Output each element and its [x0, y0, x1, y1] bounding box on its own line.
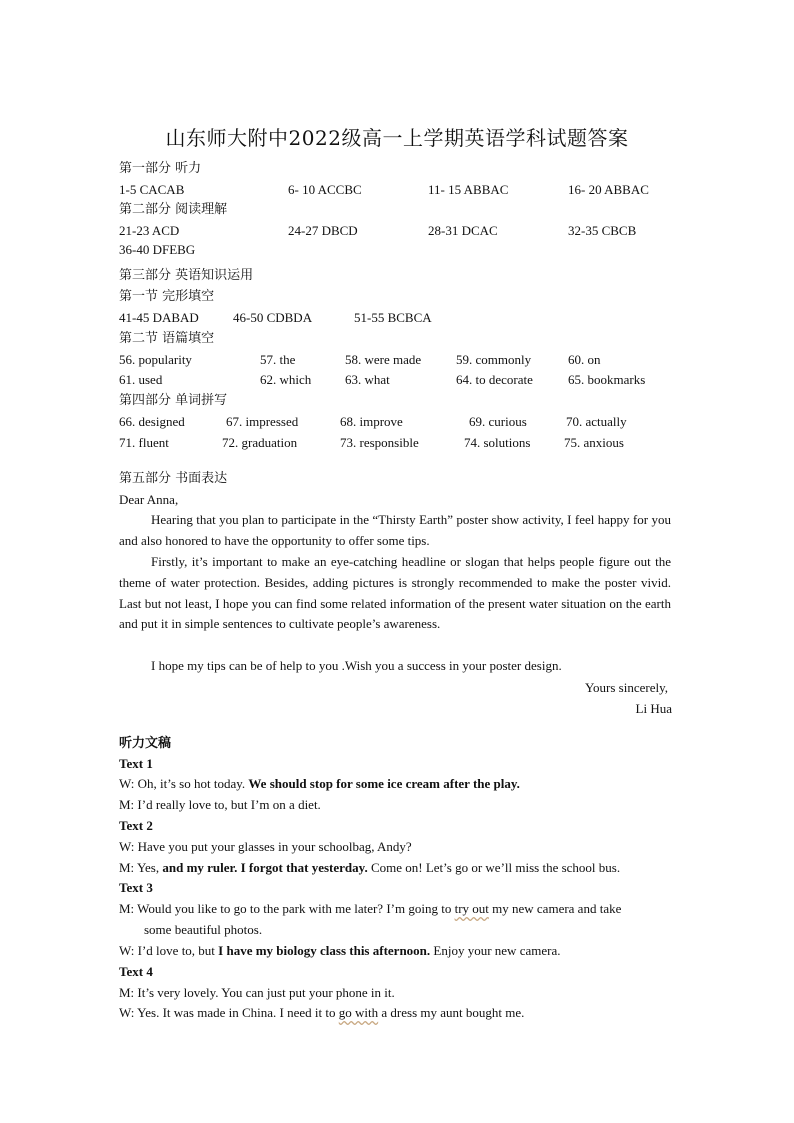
text-label: Text 4: [119, 964, 153, 979]
key-answer-text: We should stop for some ice cream after the play.: [248, 776, 520, 791]
answer-item: 65. bookmarks: [568, 372, 646, 387]
answer-item: 74. solutions: [464, 435, 531, 450]
answer-item: 71. fluent: [119, 435, 169, 450]
answer-item: 70. actually: [566, 414, 627, 429]
answer-range: 6- 10 ACCBC: [288, 182, 362, 197]
answer-item: 62. which: [260, 372, 312, 387]
answer-item: 67. impressed: [226, 414, 299, 429]
answer-item: 68. improve: [340, 414, 403, 429]
answer-item: 73. responsible: [340, 435, 419, 450]
answer-item: 56. popularity: [119, 352, 192, 367]
letter-paragraph-2: Firstly, it’s important to make an eye-catching headline or slogan that helps people figure out the theme of water protection. Besides, adding pictures is strongly recommended to make the poster vivid. Last but not least, I hope you can find some related information of the present water situation on the earth and put it in simple sentences to cultivate people’s awareness.: [119, 554, 671, 632]
part3-heading: 第三部分 英语知识运用: [119, 268, 254, 283]
dialogue-line: W: Have you put your glasses in your schoolbag, Andy?: [119, 839, 412, 854]
key-answer-text: I have my biology class this afternoon.: [218, 943, 431, 958]
dialogue-line: [119, 944, 560, 957]
part3-section2-heading: 第二节 语篇填空: [119, 331, 215, 346]
answer-item: 64. to decorate: [456, 372, 533, 387]
dialogue-text: M: Would you like to go to the park with me later? I’m going to: [119, 901, 455, 916]
text-label: Text 3: [119, 880, 153, 895]
answer-range: 1-5 CACAB: [119, 182, 185, 197]
answer-range: 16- 20 ABBAC: [568, 182, 649, 197]
answer-range: 11- 15 ABBAC: [428, 182, 509, 197]
listening-heading: 听力文稿: [119, 736, 172, 751]
dialogue-text: my new camera and take: [488, 901, 622, 916]
part3-section1-heading: 第一节 完形填空: [119, 289, 215, 304]
answer-item: 69. curious: [469, 414, 527, 429]
part4-heading: 第四部分 单词拼写: [119, 393, 228, 408]
answer-item: 63. what: [345, 372, 390, 387]
answer-item: 60. on: [568, 352, 601, 367]
answer-item: 57. the: [260, 352, 296, 367]
dialogue-text: Come on! Let’s go or we’ll miss the school bus.: [367, 860, 621, 875]
answer-item: 66. designed: [119, 414, 185, 429]
phrase-underlined: go with: [338, 1005, 379, 1020]
answer-range: 41-45 DABAD: [119, 310, 199, 325]
dialogue-line: [119, 861, 620, 874]
answer-item: 58. were made: [345, 352, 422, 367]
answer-range: 24-27 DBCD: [288, 223, 358, 238]
dialogue-text: a dress my aunt bought me.: [378, 1005, 525, 1020]
answer-range: 32-35 CBCB: [568, 223, 637, 238]
phrase-underlined: try out: [454, 901, 489, 916]
part5-heading: 第五部分 书面表达: [119, 471, 228, 486]
dialogue-text: M: Yes,: [119, 860, 163, 875]
letter-paragraph-1: Hearing that you plan to participate in the “Thirsty Earth” poster show activity, I feel happy for you and also honored to have the opportunity to offer some tips.: [119, 512, 671, 548]
answer-range: 51-55 BCBCA: [354, 310, 432, 325]
dialogue-line: [119, 902, 621, 915]
answer-range: 46-50 CDBDA: [233, 310, 313, 325]
answer-item: 75. anxious: [564, 435, 624, 450]
answer-item: 59. commonly: [456, 352, 532, 367]
answer-item: 61. used: [119, 372, 163, 387]
letter-signature: Li Hua: [635, 701, 672, 716]
page-title: 山东师大附中2022级高一上学期英语学科试题答案: [165, 126, 629, 150]
dialogue-text: W: Yes. It was made in China. I need it to: [119, 1005, 339, 1020]
answer-range: 28-31 DCAC: [428, 223, 498, 238]
dialogue-text: W: Oh, it’s so hot today.: [119, 776, 249, 791]
key-answer-text: and my ruler. I forgot that yesterday.: [162, 860, 368, 875]
dialogue-line: [119, 1006, 524, 1019]
letter-paragraph-3: I hope my tips can be of help to you .Wish you a success in your poster design.: [151, 658, 562, 673]
dialogue-line: some beautiful photos.: [144, 922, 263, 937]
part2-heading: 第二部分 阅读理解: [119, 202, 228, 217]
text-label: Text 1: [119, 756, 153, 771]
text-label: Text 2: [119, 818, 153, 833]
answer-range: 21-23 ACD: [119, 223, 180, 238]
dialogue-line: M: It’s very lovely. You can just put your phone in it.: [119, 985, 395, 1000]
letter-greeting: Dear Anna,: [119, 492, 179, 507]
dialogue-text: W: I’d love to, but: [119, 943, 219, 958]
answer-range: 36-40 DFEBG: [119, 242, 196, 257]
part1-heading: 第一部分 听力: [119, 161, 202, 176]
answer-item: 72. graduation: [222, 435, 298, 450]
letter-closing: Yours sincerely,: [584, 680, 668, 695]
dialogue-line: [119, 777, 520, 790]
dialogue-line: M: I’d really love to, but I’m on a diet.: [119, 797, 321, 812]
dialogue-text: Enjoy your new camera.: [430, 943, 561, 958]
